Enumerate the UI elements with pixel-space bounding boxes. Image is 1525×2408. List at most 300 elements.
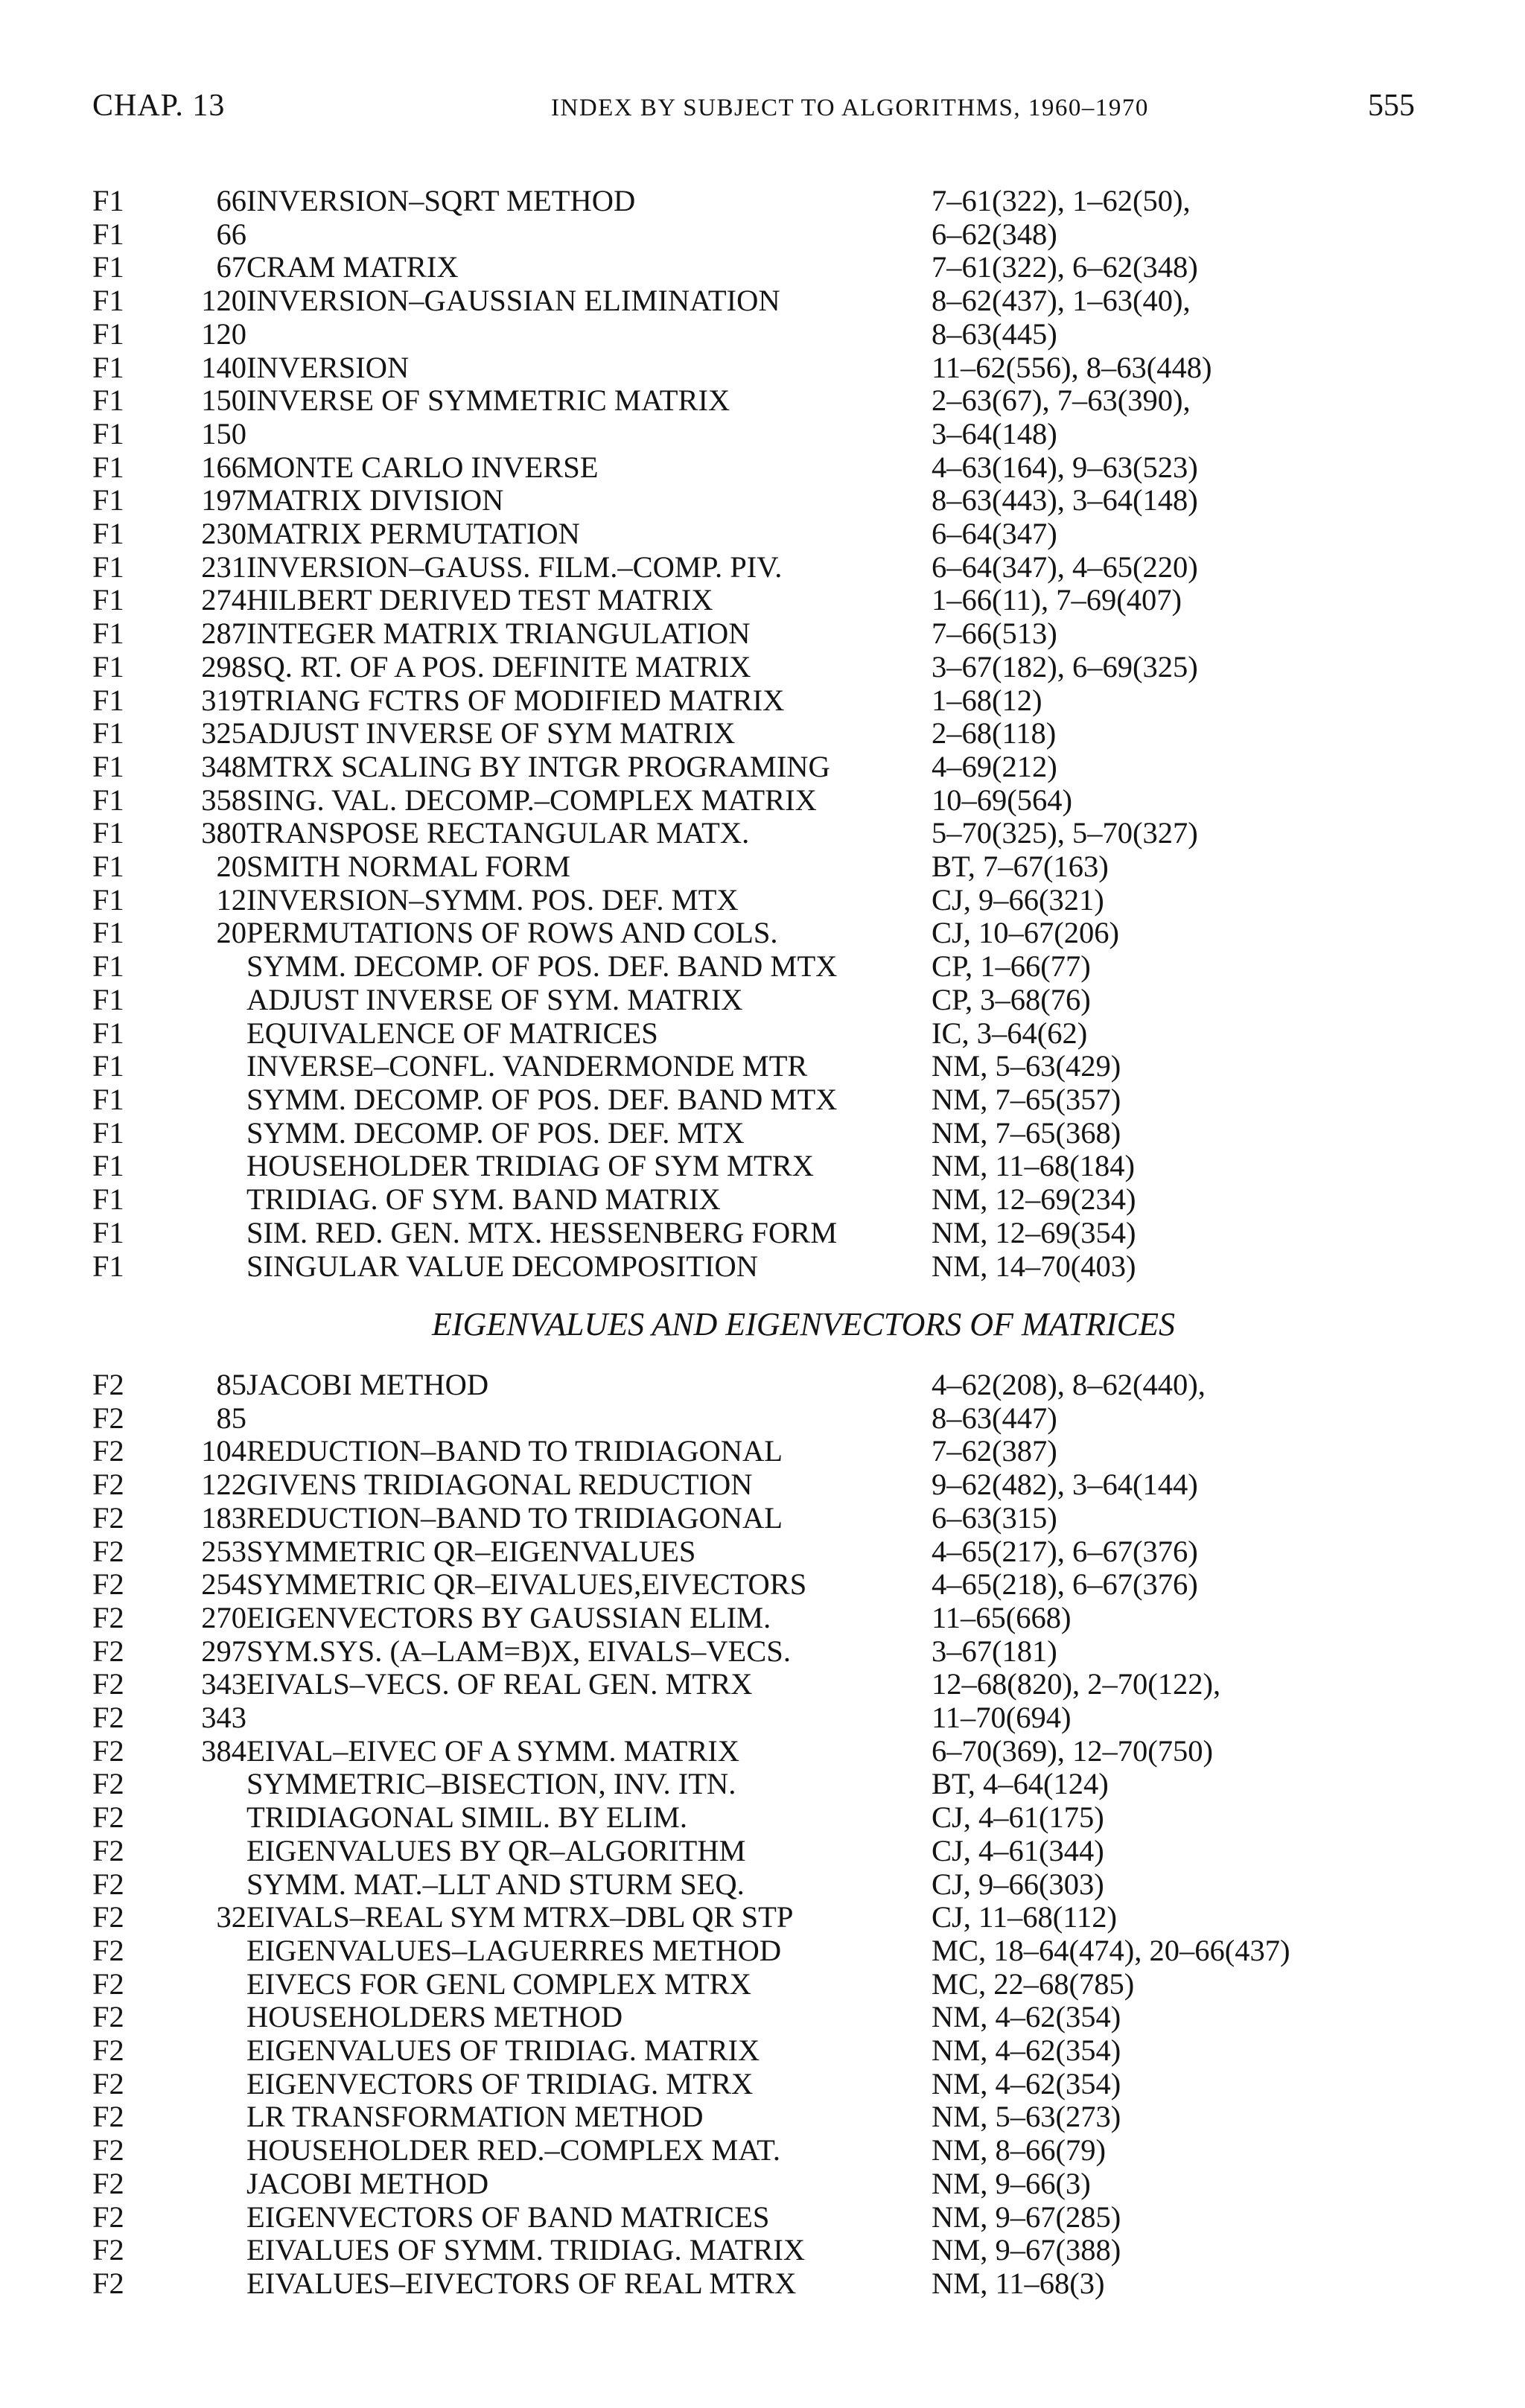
reference-citation: NM, 12–69(234) [932, 1182, 1136, 1217]
reference-citation: MC, 18–64(474), 20–66(437) [932, 1933, 1290, 1967]
category-code: F2 [92, 1900, 124, 1934]
index-table-f1 [92, 185, 1433, 1283]
index-entry-row [92, 1083, 1433, 1117]
index-entry-row [92, 1835, 1433, 1868]
index-entry-row [92, 1735, 1433, 1768]
algorithm-title: SYMM. DECOMP. OF POS. DEF. BAND MTX [246, 1082, 838, 1116]
reference-citation: 9–62(482), 3–64(144) [932, 1468, 1198, 1502]
category-code: F1 [92, 649, 124, 684]
algorithm-title: EIGENVECTORS BY GAUSSIAN ELIM. [246, 1600, 771, 1634]
algorithm-number: 230 [201, 517, 246, 551]
algorithm-number: 358 [201, 783, 246, 817]
algorithm-number: 20 [216, 850, 246, 884]
algorithm-number: 122 [201, 1468, 246, 1502]
algorithm-number: 343 [201, 1667, 246, 1701]
algorithm-number: 325 [201, 716, 246, 751]
index-table-f2-body [92, 1369, 1433, 2301]
category-code: F2 [92, 1933, 124, 1967]
algorithm-number [163, 2167, 246, 2201]
reference-citation: NM, 9–67(285) [932, 2200, 1121, 2234]
category-code: F1 [92, 1016, 124, 1050]
algorithm-number: 270 [201, 1600, 246, 1634]
reference-citation: NM, 7–65(368) [932, 1115, 1121, 1150]
algorithm-number [163, 1934, 246, 1968]
algorithm-title: INVERSION–SQRT METHOD [246, 184, 636, 217]
algorithm-title: TRIDIAGONAL SIMIL. BY ELIM. [246, 1800, 688, 1835]
algorithm-title [246, 1701, 932, 1735]
index-entry-row [92, 617, 1433, 651]
category-code: F2 [92, 1634, 124, 1668]
reference-citation: CP, 1–66(77) [932, 949, 1091, 984]
algorithm-number [163, 1150, 246, 1183]
index-entry-row [92, 1635, 1433, 1669]
category-code: F2 [92, 1667, 124, 1701]
algorithm-title: TRANSPOSE RECTANGULAR MATX. [246, 816, 750, 850]
algorithm-number: 150 [201, 416, 246, 450]
algorithm-title: HOUSEHOLDER RED.–COMPLEX MAT. [246, 2133, 781, 2167]
index-entry-row [92, 1402, 1433, 1436]
index-entry-row [92, 2034, 1433, 2068]
category-code: F2 [92, 1600, 124, 1634]
algorithm-title: EQUIVALENCE OF MATRICES [246, 1016, 658, 1050]
reference-citation: 4–62(208), 8–62(440), [932, 1368, 1206, 1401]
algorithm-title: PERMUTATIONS OF ROWS AND COLS. [246, 916, 778, 950]
section-heading-eigen: EIGENVALUES AND EIGENVECTORS OF MATRICES [431, 1306, 1176, 1342]
algorithm-number [163, 2267, 246, 2301]
algorithm-title: MONTE CARLO INVERSE [246, 450, 599, 484]
algorithm-title: SYM.SYS. (A–LAM=B)X, EIVALS–VECS. [246, 1634, 791, 1668]
category-code: F2 [92, 2100, 124, 2134]
algorithm-number [163, 2068, 246, 2101]
index-entry-row [92, 950, 1433, 984]
algorithm-title: TRIANG FCTRS OF MODIFIED MATRIX [246, 683, 785, 717]
reference-citation: IC, 3–64(62) [932, 1016, 1088, 1050]
category-code: F2 [92, 1401, 124, 1435]
algorithm-number: 183 [201, 1500, 246, 1535]
index-entry-row [92, 1502, 1433, 1535]
category-code: F1 [92, 284, 124, 318]
algorithm-number: 231 [201, 550, 246, 584]
index-entry-row [92, 1934, 1433, 1968]
index-entry-row [92, 284, 1433, 318]
index-entry-row [92, 984, 1433, 1017]
reference-citation: 4–65(218), 6–67(376) [932, 1567, 1198, 1602]
category-code: F1 [92, 716, 124, 751]
algorithm-number [163, 2134, 246, 2167]
reference-citation: CP, 3–68(76) [932, 982, 1091, 1016]
reference-citation: MC, 22–68(785) [932, 1966, 1135, 2001]
running-title [551, 88, 1149, 124]
reference-citation: CJ, 9–66(321) [932, 882, 1104, 917]
category-code: F1 [92, 583, 124, 617]
category-code: F2 [92, 2133, 124, 2167]
category-code: F2 [92, 1500, 124, 1535]
algorithm-number: 343 [201, 1701, 246, 1735]
reference-citation: 3–67(181) [932, 1634, 1057, 1668]
algorithm-number [163, 1083, 246, 1117]
reference-citation: 10–69(564) [932, 783, 1072, 817]
algorithm-title: REDUCTION–BAND TO TRIDIAGONAL [246, 1500, 783, 1535]
index-entry-row [92, 1150, 1433, 1183]
algorithm-number [163, 1183, 246, 1217]
category-code: F2 [92, 1468, 124, 1502]
index-entry-row [92, 1117, 1433, 1150]
index-entry-row [92, 917, 1433, 950]
algorithm-title: EIGENVALUES BY QR–ALGORITHM [246, 1833, 746, 1867]
algorithm-number [163, 1835, 246, 1868]
algorithm-title: MTRX SCALING BY INTGR PROGRAMING [246, 749, 830, 783]
algorithm-title: INVERSE–CONFL. VANDERMONDE MTR [246, 1049, 808, 1083]
category-code: F1 [92, 916, 124, 950]
algorithm-number [163, 2234, 246, 2267]
reference-citation: CJ, 11–68(112) [932, 1900, 1117, 1934]
algorithm-number: 85 [216, 1401, 246, 1435]
index-entry-row [92, 1701, 1433, 1735]
category-code: F1 [92, 1215, 124, 1249]
algorithm-number: 197 [201, 483, 246, 517]
reference-citation: 1–66(11), 7–69(407) [932, 583, 1182, 617]
reference-citation: NM, 12–69(354) [932, 1215, 1136, 1249]
chapter-label: CHAP. 13 [92, 89, 226, 123]
category-code: F1 [92, 816, 124, 850]
reference-citation: 2–68(118) [932, 716, 1057, 751]
reference-citation: 6–62(348) [932, 217, 1057, 251]
reference-citation: 8–63(447) [932, 1401, 1057, 1435]
algorithm-title: INVERSE OF SYMMETRIC MATRIX [246, 383, 730, 418]
algorithm-title: EIVAL–EIVEC OF A SYMM. MATRIX [246, 1733, 739, 1768]
algorithm-title: SYMM. MAT.–LLT AND STURM SEQ. [246, 1867, 745, 1901]
reference-citation: 12–68(820), 2–70(122), [932, 1667, 1221, 1701]
index-entry-row [92, 1901, 1433, 1934]
index-entry-row [92, 1668, 1433, 1701]
reference-citation: NM, 9–66(3) [932, 2166, 1091, 2200]
algorithm-number: 319 [201, 683, 246, 717]
algorithm-number [163, 1217, 246, 1250]
index-entry-row [92, 2001, 1433, 2034]
index-entry-row [92, 1602, 1433, 1635]
index-entry-row [92, 1217, 1433, 1250]
algorithm-number: 20 [216, 916, 246, 950]
index-entry-row [92, 418, 1433, 451]
algorithm-number: 120 [201, 316, 246, 351]
algorithm-number: 298 [201, 649, 246, 684]
category-code: F1 [92, 1149, 124, 1183]
index-entry-row [92, 1369, 1433, 1402]
reference-citation: 11–62(556), 8–63(448) [932, 350, 1212, 384]
algorithm-number: 384 [201, 1733, 246, 1768]
algorithm-title: EIGENVECTORS OF BAND MATRICES [246, 2200, 770, 2234]
index-entry-row [92, 251, 1433, 284]
algorithm-title: SYMMETRIC QR–EIVALUES,EIVECTORS [246, 1567, 807, 1602]
running-title-text: INDEX BY SUBJECT TO ALGORITHMS, 1960–1970 [551, 95, 1149, 121]
category-code: F1 [92, 483, 124, 517]
algorithm-number [163, 1250, 246, 1284]
reference-citation: NM, 7–65(357) [932, 1082, 1121, 1116]
algorithm-title [246, 418, 932, 451]
algorithm-title: EIVALUES–EIVECTORS OF REAL MTRX [246, 2266, 797, 2300]
category-code: F1 [92, 749, 124, 783]
algorithm-title: GIVENS TRIDIAGONAL REDUCTION [246, 1468, 753, 1502]
algorithm-number: 287 [201, 617, 246, 651]
index-entry-row [92, 218, 1433, 252]
category-code: F1 [92, 184, 124, 217]
index-table-f2 [92, 1369, 1433, 2301]
reference-citation: 4–63(164), 9–63(523) [932, 450, 1198, 484]
algorithm-title: EIGENVALUES OF TRIDIAG. MATRIX [246, 2033, 760, 2068]
reference-citation: 8–63(445) [932, 316, 1057, 351]
algorithm-number [163, 1017, 246, 1051]
algorithm-title [246, 1402, 932, 1436]
index-entry-row [92, 1768, 1433, 1801]
index-entry-row [92, 1250, 1433, 1284]
index-entry-row [92, 651, 1433, 684]
algorithm-number: 120 [201, 284, 246, 318]
algorithm-title: SYMMETRIC QR–EIGENVALUES [246, 1534, 696, 1568]
algorithm-title: INTEGER MATRIX TRIANGULATION [246, 617, 751, 651]
reference-citation: 6–64(347), 4–65(220) [932, 550, 1198, 584]
index-entry-row [92, 451, 1433, 485]
algorithm-title: EIGENVALUES–LAGUERRES METHOD [246, 1933, 782, 1967]
algorithm-number [163, 1968, 246, 2001]
algorithm-title: EIVALS–REAL SYM MTRX–DBL QR STP [246, 1900, 794, 1934]
index-entry-row [92, 185, 1433, 218]
category-code: F1 [92, 316, 124, 351]
algorithm-title: HILBERT DERIVED TEST MATRIX [246, 583, 713, 617]
index-entry-row [92, 817, 1433, 850]
reference-citation: CJ, 4–61(344) [932, 1833, 1104, 1867]
index-entry-row [92, 2134, 1433, 2167]
algorithm-title: REDUCTION–BAND TO TRIDIAGONAL [246, 1434, 783, 1468]
index-entry-row [92, 1801, 1433, 1835]
reference-citation: NM, 11–68(184) [932, 1149, 1135, 1183]
index-entry-row [92, 2234, 1433, 2267]
algorithm-number [163, 2201, 246, 2235]
index-entry-row [92, 2167, 1433, 2201]
reference-citation: 7–61(322), 1–62(50), [932, 184, 1191, 217]
category-code: F1 [92, 217, 124, 251]
algorithm-number [163, 2034, 246, 2068]
algorithm-number: 166 [201, 450, 246, 484]
algorithm-number: 104 [201, 1434, 246, 1468]
index-entry-row [92, 751, 1433, 784]
reference-citation: 5–70(325), 5–70(327) [932, 816, 1198, 850]
reference-citation: 3–67(182), 6–69(325) [932, 649, 1198, 684]
category-code: F1 [92, 1049, 124, 1083]
category-code: F2 [92, 2266, 124, 2300]
category-code: F1 [92, 949, 124, 984]
algorithm-number: 380 [201, 816, 246, 850]
reference-citation: NM, 9–67(388) [932, 2233, 1121, 2267]
algorithm-number [163, 1768, 246, 1801]
index-entry-row [92, 384, 1433, 418]
algorithm-title: INVERSION–GAUSSIAN ELIMINATION [246, 284, 780, 318]
category-code: F1 [92, 783, 124, 817]
reference-citation: 4–69(212) [932, 749, 1057, 783]
algorithm-title: INVERSION–GAUSS. FILM.–COMP. PIV. [246, 550, 783, 584]
reference-citation: 6–63(315) [932, 1500, 1057, 1535]
index-table-f1-body [92, 185, 1433, 1283]
index-entry-row [92, 884, 1433, 917]
algorithm-title: EIVECS FOR GENL COMPLEX MTRX [246, 1966, 752, 2001]
reference-citation: CJ, 4–61(175) [932, 1800, 1104, 1835]
category-code: F2 [92, 2000, 124, 2034]
index-entry-row [92, 1435, 1433, 1468]
algorithm-number [163, 950, 246, 984]
reference-citation: CJ, 10–67(206) [932, 916, 1119, 950]
algorithm-number: 85 [216, 1368, 246, 1401]
algorithm-number [163, 2001, 246, 2034]
category-code: F1 [92, 550, 124, 584]
algorithm-title: EIVALUES OF SYMM. TRIDIAG. MATRIX [246, 2233, 806, 2267]
category-code: F2 [92, 2233, 124, 2267]
reference-citation: NM, 14–70(403) [932, 1249, 1136, 1283]
algorithm-title: ADJUST INVERSE OF SYM MATRIX [246, 716, 736, 751]
algorithm-number [163, 1050, 246, 1083]
index-entry-row [92, 484, 1433, 517]
category-code: F1 [92, 416, 124, 450]
category-code: F2 [92, 2200, 124, 2234]
index-entry-row [92, 2267, 1433, 2301]
reference-citation: 7–62(387) [932, 1434, 1057, 1468]
reference-citation: 7–61(322), 6–62(348) [932, 250, 1198, 284]
category-code: F1 [92, 617, 124, 651]
category-code: F1 [92, 1082, 124, 1116]
algorithm-title: EIVALS–VECS. OF REAL GEN. MTRX [246, 1667, 753, 1701]
index-entry-row [92, 1468, 1433, 1502]
index-entry-row [92, 2201, 1433, 2235]
index-entry-row [92, 551, 1433, 585]
category-code: F2 [92, 1767, 124, 1801]
category-code: F1 [92, 1249, 124, 1283]
algorithm-title: SYMMETRIC–BISECTION, INV. ITN. [246, 1767, 736, 1801]
algorithm-title: TRIDIAG. OF SYM. BAND MATRIX [246, 1182, 721, 1217]
category-code: F1 [92, 982, 124, 1016]
algorithm-number: 12 [216, 882, 246, 917]
reference-citation: 11–70(694) [932, 1701, 1072, 1735]
index-entry-row [92, 784, 1433, 818]
reference-citation: BT, 7–67(163) [932, 850, 1109, 884]
reference-citation: 4–65(217), 6–67(376) [932, 1534, 1198, 1568]
category-code: F1 [92, 882, 124, 917]
reference-citation: 8–62(437), 1–63(40), [932, 284, 1191, 318]
index-entry-row [92, 517, 1433, 551]
category-code: F2 [92, 1701, 124, 1735]
algorithm-title: MATRIX DIVISION [246, 483, 504, 517]
algorithm-number [163, 1868, 246, 1902]
algorithm-title: HOUSEHOLDERS METHOD [246, 2000, 623, 2034]
algorithm-title: LR TRANSFORMATION METHOD [246, 2100, 704, 2134]
reference-citation: CJ, 9–66(303) [932, 1867, 1104, 1901]
category-code: F1 [92, 517, 124, 551]
reference-citation: 1–68(12) [932, 683, 1042, 717]
reference-citation: NM, 4–62(354) [932, 2066, 1121, 2100]
reference-citation: 6–70(369), 12–70(750) [932, 1733, 1213, 1768]
algorithm-number: 254 [201, 1567, 246, 1602]
algorithm-number: 150 [201, 383, 246, 418]
category-code: F2 [92, 1567, 124, 1602]
reference-citation: NM, 5–63(273) [932, 2100, 1121, 2134]
algorithm-number: 140 [201, 350, 246, 384]
algorithm-title: SYMM. DECOMP. OF POS. DEF. MTX [246, 1115, 745, 1150]
reference-citation: NM, 4–62(354) [932, 2033, 1121, 2068]
category-code: F1 [92, 383, 124, 418]
algorithm-number: 67 [216, 250, 246, 284]
reference-citation: BT, 4–64(124) [932, 1767, 1109, 1801]
index-entry-row [92, 584, 1433, 617]
index-entry-row [92, 1017, 1433, 1051]
algorithm-title: MATRIX PERMUTATION [246, 517, 580, 551]
index-entry-row [92, 717, 1433, 751]
reference-citation: 8–63(443), 3–64(148) [932, 483, 1198, 517]
index-entry-row [92, 1183, 1433, 1217]
reference-citation: NM, 4–62(354) [932, 2000, 1121, 2034]
category-code: F1 [92, 850, 124, 884]
algorithm-number [163, 1117, 246, 1150]
index-entry-row [92, 1968, 1433, 2001]
reference-citation: 6–64(347) [932, 517, 1057, 551]
category-code: F2 [92, 1833, 124, 1867]
reference-citation: NM, 11–68(3) [932, 2266, 1105, 2300]
algorithm-title: ADJUST INVERSE OF SYM. MATRIX [246, 982, 743, 1016]
index-entry-row [92, 684, 1433, 718]
algorithm-title: SIM. RED. GEN. MTX. HESSENBERG FORM [246, 1215, 838, 1249]
index-entry-row [92, 1535, 1433, 1569]
index-entry-row [92, 1050, 1433, 1083]
algorithm-title: INVERSION [246, 350, 410, 384]
algorithm-title [246, 218, 932, 252]
index-entry-row [92, 1568, 1433, 1602]
category-code: F1 [92, 450, 124, 484]
category-code: F2 [92, 2033, 124, 2068]
page-header [92, 88, 1415, 133]
algorithm-number: 253 [201, 1534, 246, 1568]
reference-citation: NM, 8–66(79) [932, 2133, 1106, 2167]
reference-citation: 11–65(668) [932, 1600, 1072, 1634]
algorithm-number [163, 2100, 246, 2134]
category-code: F2 [92, 1800, 124, 1835]
index-entry-row [92, 2068, 1433, 2101]
algorithm-number [163, 984, 246, 1017]
algorithm-title: SING. VAL. DECOMP.–COMPLEX MATRIX [246, 783, 817, 817]
index-entry-row [92, 318, 1433, 351]
reference-citation: 3–64(148) [932, 416, 1057, 450]
algorithm-number: 66 [216, 217, 246, 251]
reference-citation: NM, 5–63(429) [932, 1049, 1121, 1083]
algorithm-title: SINGULAR VALUE DECOMPOSITION [246, 1249, 759, 1283]
algorithm-title: JACOBI METHOD [246, 1368, 489, 1401]
reference-citation: 7–66(513) [932, 617, 1057, 651]
algorithm-number [163, 1801, 246, 1835]
page-number: 555 [1368, 89, 1415, 123]
algorithm-number: 32 [216, 1900, 246, 1934]
algorithm-title: JACOBI METHOD [246, 2166, 489, 2200]
index-entry-row [92, 1868, 1433, 1902]
index-entry-row [92, 850, 1433, 884]
algorithm-number: 297 [201, 1634, 246, 1668]
category-code: F2 [92, 1434, 124, 1468]
algorithm-number: 274 [201, 583, 246, 617]
index-entry-row [92, 2100, 1433, 2134]
category-code: F2 [92, 1733, 124, 1768]
algorithm-title: CRAM MATRIX [246, 250, 459, 284]
category-code: F1 [92, 1182, 124, 1217]
index-entry-row [92, 351, 1433, 385]
algorithm-title: SQ. RT. OF A POS. DEFINITE MATRIX [246, 649, 751, 684]
algorithm-title: HOUSEHOLDER TRIDIAG OF SYM MTRX [246, 1149, 815, 1183]
category-code: F1 [92, 683, 124, 717]
category-code: F2 [92, 1867, 124, 1901]
category-code: F2 [92, 1368, 124, 1401]
